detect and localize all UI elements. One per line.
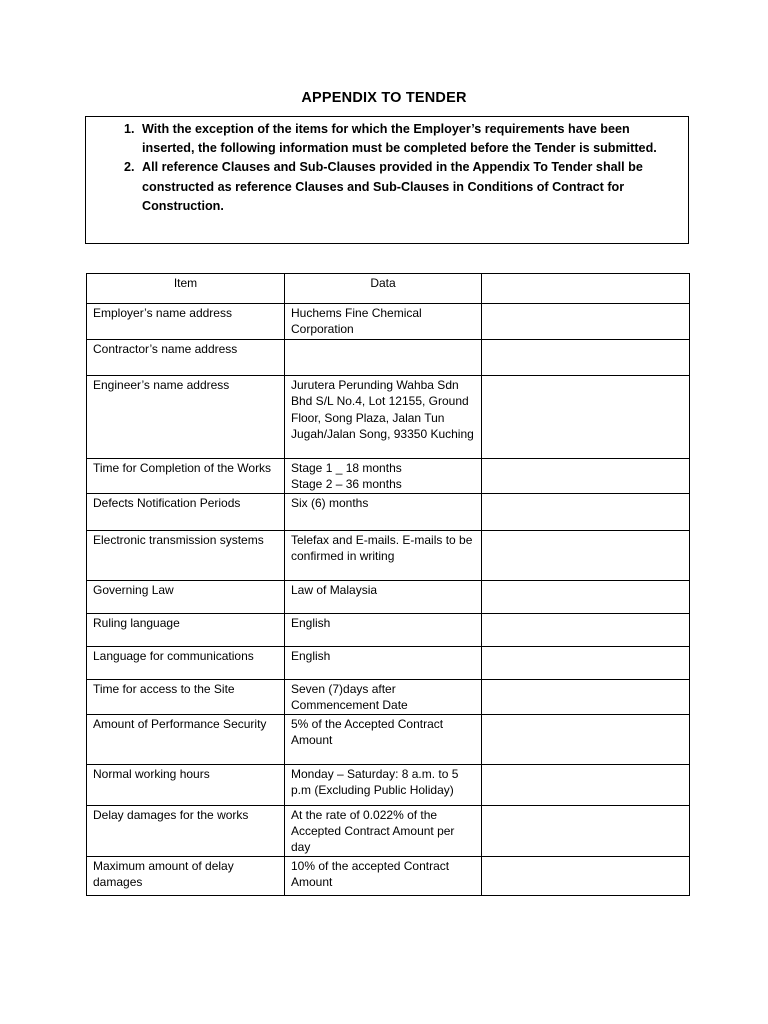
row-extra [482,493,690,530]
table-row [87,340,690,376]
row-item: Defects Notification Periods [87,493,285,530]
document-title: APPENDIX TO TENDER [301,90,467,106]
table-row [87,805,690,856]
column-header-blank [482,274,690,304]
row-extra [482,376,690,459]
appendix-table [86,273,690,896]
row-data: Monday – Saturday: 8 a.m. to 5 p.m (Excluding Public Holiday) [285,764,482,805]
row-item: Maximum amount of delay damages [87,856,285,895]
row-extra [482,530,690,580]
table-row [87,714,690,764]
table-row [87,679,690,714]
row-extra [482,856,690,895]
row-data: 5% of the Accepted Contract Amount [285,714,482,764]
row-extra [482,304,690,340]
table-row [87,459,690,494]
table-row [87,646,690,679]
row-data: Seven (7)days after Commencement Date [285,679,482,714]
row-item: Time for Completion of the Works [87,459,285,494]
row-data: At the rate of 0.022% of the Accepted Contract Amount per day [285,805,482,856]
table-row [87,304,690,340]
row-extra [482,613,690,646]
row-data: Telefax and E-mails. E-mails to be confirmed in writing [285,530,482,580]
table-row [87,856,690,895]
instruction-item: 1. With the exception of the items for which the Employer’s requirements have been inserted, the following information must be completed before the Tender is submitted. [138,120,680,158]
row-data: English [285,646,482,679]
row-item: Governing Law [87,580,285,613]
row-extra [482,340,690,376]
row-extra [482,714,690,764]
row-data: Jurutera Perunding Wahba Sdn Bhd S/L No.4, Lot 12155, Ground Floor, Song Plaza, Jalan Tun Jugah/Jalan Song, 93350 Kuching [285,376,482,459]
row-extra [482,764,690,805]
row-item: Electronic transmission systems [87,530,285,580]
table-header-row [87,274,690,304]
column-header-data: Data [285,274,482,304]
row-item: Ruling language [87,613,285,646]
row-data: Stage 1 _ 18 months Stage 2 – 36 months [285,459,482,494]
row-item: Language for communications [87,646,285,679]
table-row [87,613,690,646]
row-item: Time for access to the Site [87,679,285,714]
row-extra [482,646,690,679]
table-row [87,530,690,580]
row-data: Law of Malaysia [285,580,482,613]
row-extra [482,679,690,714]
row-extra [482,805,690,856]
row-item: Engineer’s name address [87,376,285,459]
table-row [87,376,690,459]
row-extra [482,580,690,613]
row-data: Huchems Fine Chemical Corporation [285,304,482,340]
row-data: Six (6) months [285,493,482,530]
row-item: Normal working hours [87,764,285,805]
row-data: 10% of the accepted Contract Amount [285,856,482,895]
row-item: Contractor’s name address [87,340,285,376]
row-data: English [285,613,482,646]
row-item: Amount of Performance Security [87,714,285,764]
table-row [87,580,690,613]
table-row [87,493,690,530]
row-item: Delay damages for the works [87,805,285,856]
instructions-box [85,116,689,244]
row-item: Employer’s name address [87,304,285,340]
table-row [87,764,690,805]
instruction-item: 2. All reference Clauses and Sub-Clauses provided in the Appendix To Tender shall be constructed as reference Clauses and Sub-Clauses in Conditions of Contract for Construction. [138,158,680,216]
instructions-list [86,117,688,216]
row-extra [482,459,690,494]
row-data [285,340,482,376]
column-header-item: Item [87,274,285,304]
